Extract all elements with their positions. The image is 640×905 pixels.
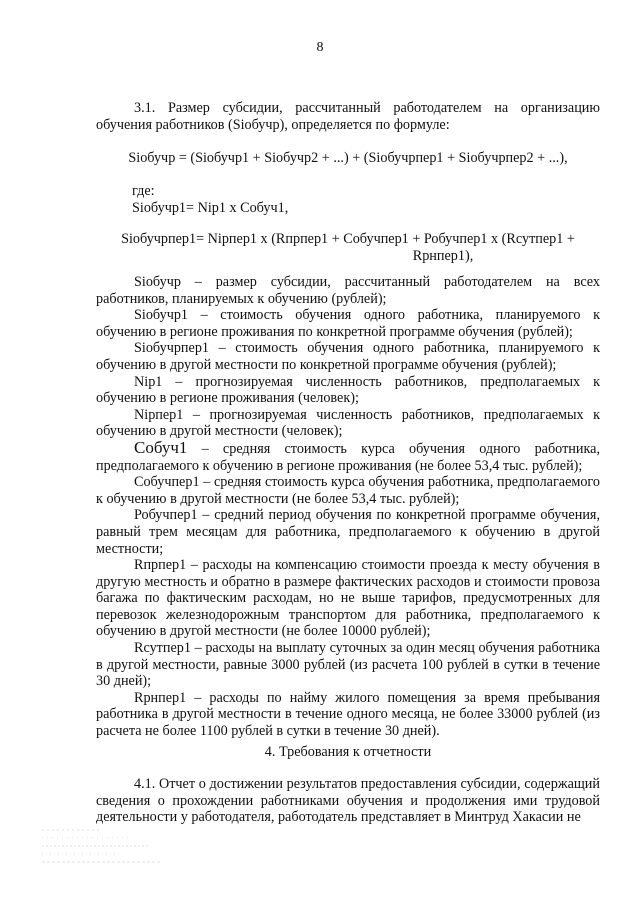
definition-item-sobuch: [96, 437, 600, 474]
definition-item: Робучпер1 – средний период обучения по конкретной программе обучения, равный трем месяцам для работника, предполагаемого к обучению в другой местности;: [96, 507, 600, 557]
formula-where: [96, 183, 600, 216]
scan-artifact: [40, 824, 170, 868]
definition-item: Rсутпер1 – расходы на выплату суточных за один месяц обучения работника в другой местности, равные 3000 рублей (из расчета 100 рублей в сутки в течение 30 дней);: [96, 640, 600, 690]
definition-item: Siобучр1 – стоимость обучения одного работника, планируемого к обучению в регионе проживания по конкретной программе обучения (рублей);: [96, 307, 600, 340]
formula-2-line2: Rрнпер1),: [412, 247, 474, 264]
definition-item: Собучпер1 – средняя стоимость курса обучения работника, предполагаемого к обучению в другой местности (не более 53,4 тыс. рублей);: [96, 474, 600, 507]
definition-item: Rрнпер1 – расходы по найму жилого помещения за время пребывания работника в другой местности в течение одного месяца, не более 33000 рублей (из расчета не более 1100 рублей в сутки в течение 30 дней).: [96, 689, 600, 740]
section-4-heading: [96, 744, 600, 761]
section-4-1-text: 4.1. Отчет о достижении результатов предоставления субсидии, содержащий сведения о прохождении работниками обучения и продолжения ими трудовой деятельности у работодателя, работодатель представляет в Минтруд Хакасии не: [96, 776, 600, 826]
definition-term: Собуч1: [134, 437, 188, 457]
section-4-1: [96, 776, 600, 826]
formula-1: Siобучр1= Nip1 x Собуч1,: [132, 199, 289, 216]
definition-item: Siобучрпер1 – стоимость обучения одного работника, планируемого к обучению в другой местности по конкретной программе обучения (рублей);: [96, 340, 600, 373]
formula-main-text: Siобучр = (Siобучр1 + Siобучр2 + ...) + (Siобучрпер1 + Siобучрпер2 + ...),: [128, 150, 568, 166]
section-3-1-text: 3.1. Размер субсидии, рассчитанный работодателем на организацию обучения работников (Siобучр), определяется по формуле:: [96, 100, 600, 133]
page-number: 8: [316, 40, 324, 55]
heading-4: 4. Требования к отчетности: [264, 744, 432, 760]
formula-main: [96, 150, 600, 167]
definition-item: Nipпер1 – прогнозируемая численность работников, предполагаемых к обучению в другой местности (человек);: [96, 406, 600, 440]
definitions-list: [96, 274, 600, 740]
formula-2-line1: Siобучрпер1= Nipпер1 x (Rпрпер1 + Собучпер1 + Робучпер1 x (Rсутпер1 +: [121, 231, 575, 247]
definition-item: Nip1 – прогнозируемая численность работников, предполагаемых к обучению в регионе проживания (человек);: [96, 373, 600, 407]
where-label: где:: [132, 183, 155, 199]
definition-item: Siобучр – размер субсидии, рассчитанный работодателем на всех работников, планируемых к обучению (рублей);: [96, 274, 600, 307]
formula-2: [96, 231, 600, 264]
section-3-1: [96, 100, 600, 133]
definition-text: – средняя стоимость курса обучения одного работника, предполагаемого к обучению в регионе проживания (не более 53,4 тыс. рублей);: [96, 440, 600, 474]
definition-item: Rпрпер1 – расходы на компенсацию стоимости проезда к месту обучения в другую местность и обратно в размере фактических расходов и стоимости провоза багажа по фактическим расходам, но не выше тарифов, предусмотренных для перевозок железнодорожным транспортом для работника, предполагаемого к обучению в другой местности (не более 10000 рублей);: [96, 557, 600, 640]
